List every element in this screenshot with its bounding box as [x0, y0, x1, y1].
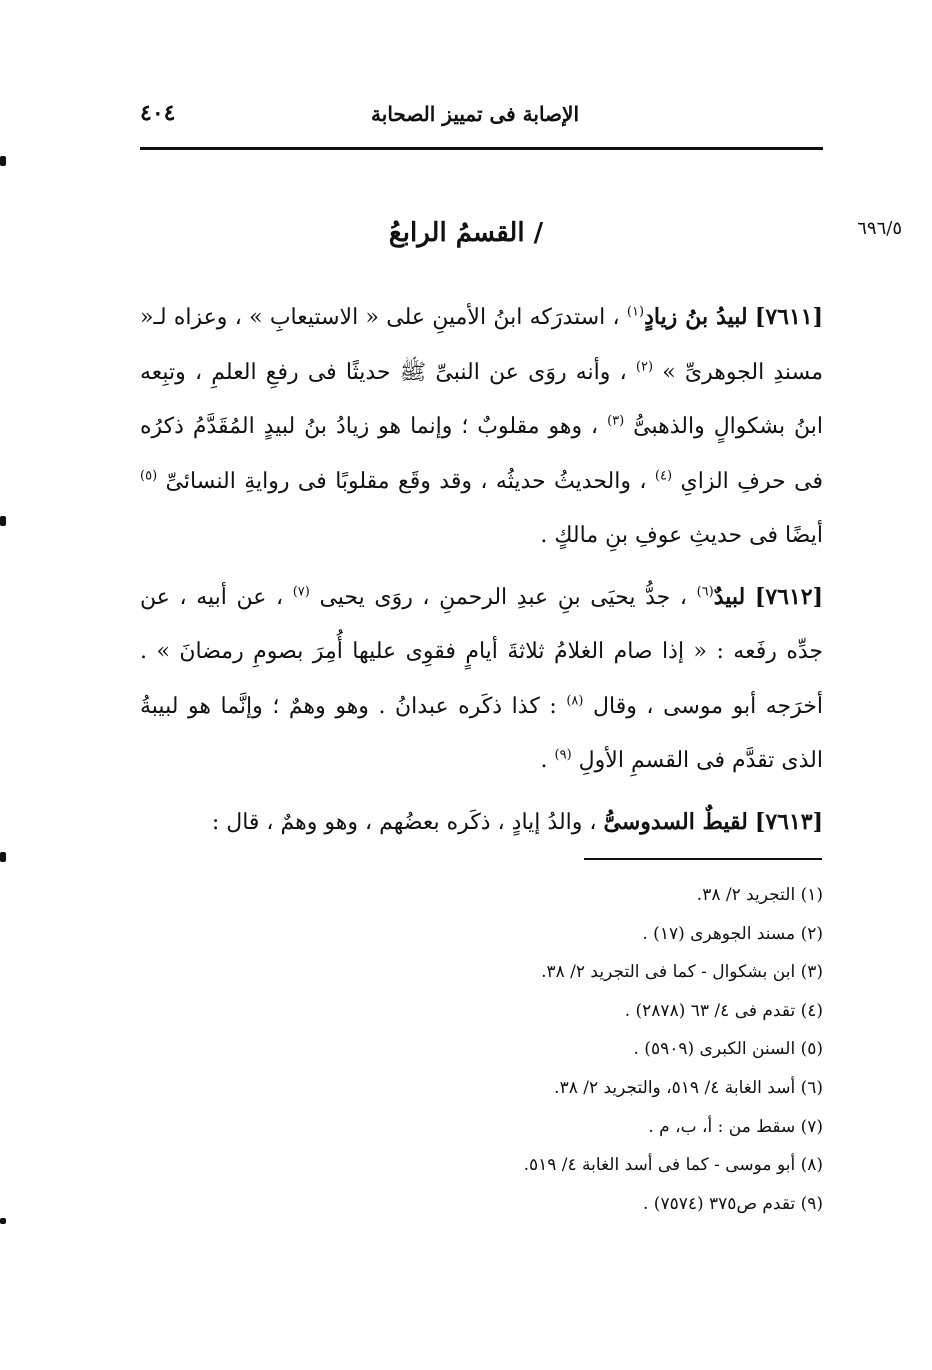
footnote: (٥) السنن الكبرى (٥٩٠٩) . [633, 1039, 823, 1060]
footnote-marker: (٥) [140, 468, 158, 484]
footnote-marker: (٦) [696, 584, 714, 600]
footnote-marker: (٤) [654, 468, 673, 484]
footnotes [140, 876, 823, 1223]
entry-text: ، والدُ إيادٍ ، ذكَره بعضُهم ، وهو وهمٌ ، قال : [211, 809, 604, 835]
section-heading: / القسمُ الرابعُ [388, 218, 544, 248]
footnote: (٢) مسند الجوهرى (١٧) . [642, 923, 823, 944]
footnote-marker: (١) [626, 304, 645, 320]
footnote: (٩) تقدم ص٣٧٥ (٧٥٧٤) . [643, 1193, 823, 1214]
entry-text: ، جدُّ يحيَى بنِ عبدِ الرحمنِ ، روَى يحيى [309, 584, 697, 610]
body-text [140, 290, 823, 856]
entry-text: أيضًا فى حديثِ عوفِ بنِ مالكٍ . [540, 523, 823, 548]
footnote-marker: (٧) [292, 584, 310, 600]
margin-reference: ٦٩٦/٥ [857, 218, 902, 239]
entry-text: : كذا ذكَره عبدانُ . وهو وهمٌ ؛ وإنَّما هو لبيبةُ الذى تقدَّم فى القسمِ الأولِ [140, 693, 823, 773]
entry-text: ، عن أبيه ، عن جدِّه رفَعه : « إذا صام الغلامُ ثلاثةَ أيامٍ فقوِى عليها أُمِرَ بصومِ رمضانَ » . أخرَجه أبو موسى ، وقال [140, 584, 823, 719]
running-header [140, 98, 823, 138]
entry-number: [٧٦١٣] [754, 808, 823, 835]
entry-number: [٧٦١٢] [754, 583, 823, 610]
footnote-marker: (٩) [554, 747, 572, 763]
header-rule [140, 147, 823, 150]
entry-name: لقيطٌ السدوسىُّ [603, 808, 748, 835]
page-number: ٤٠٤ [140, 100, 176, 126]
entry-text: ، وهو مقلوبٌ ؛ وإنما هو زيادُ بنُ لبيدٍ المُقَدَّمُ ذكرُه فى حرفِ الزاىِ [140, 414, 823, 494]
scan-edge-mark [0, 852, 6, 862]
entry-name: لبيدُ بنُ زيادٍ [644, 304, 748, 330]
entry-paragraph [140, 795, 823, 851]
entry-text: . [540, 748, 555, 773]
entry-paragraph [140, 570, 823, 789]
scan-edge-mark [0, 516, 6, 526]
scan-edge-mark [0, 156, 6, 166]
footnote-rule [584, 858, 822, 860]
footnote-marker: (٨) [566, 693, 584, 709]
footnote: (١) التجريد ٢/ ٣٨. [696, 885, 823, 905]
entry-name: لبيدٌ [713, 583, 746, 610]
scan-edge-mark [0, 1218, 6, 1224]
running-title: الإصابة فى تمييز الصحابة [371, 102, 579, 126]
footnote-marker: (٢) [635, 359, 654, 375]
footnote-marker: (٣) [607, 413, 625, 429]
footnote: (٨) أبو موسى - كما فى أسد الغابة ٤/ ٥١٩. [523, 1155, 823, 1176]
entry-number: [٧٦١١] [754, 304, 823, 330]
footnote: (٧) سقط من : أ، ب، م . [648, 1116, 823, 1137]
entry-text: ، وأنه روَى عن النبىِّ ﷺ حديثًا فى رفعِ العلمِ ، وتبِعه ابنُ بشكوالٍ والذهبىُّ [140, 359, 823, 439]
entry-text: ، استدرَكه ابنُ الأمينِ على « الاستيعابِ » ، وعزاه لـ« مسندِ الجوهرىِّ » [140, 305, 823, 385]
footnote: (٣) ابن بشكوال - كما فى التجريد ٢/ ٣٨. [541, 962, 823, 983]
entry-paragraph [140, 290, 823, 564]
footnote: (٦) أسد الغابة ٤/ ٥١٩، والتجريد ٢/ ٣٨. [554, 1077, 823, 1098]
entry-text: ، والحديثُ حديثُه ، وقد وقَع مقلوبًا فى روايةِ النسائىِّ [157, 468, 655, 494]
footnote: (٤) تقدم فى ٤/ ٦٣ (٢٨٧٨) . [624, 1000, 823, 1021]
